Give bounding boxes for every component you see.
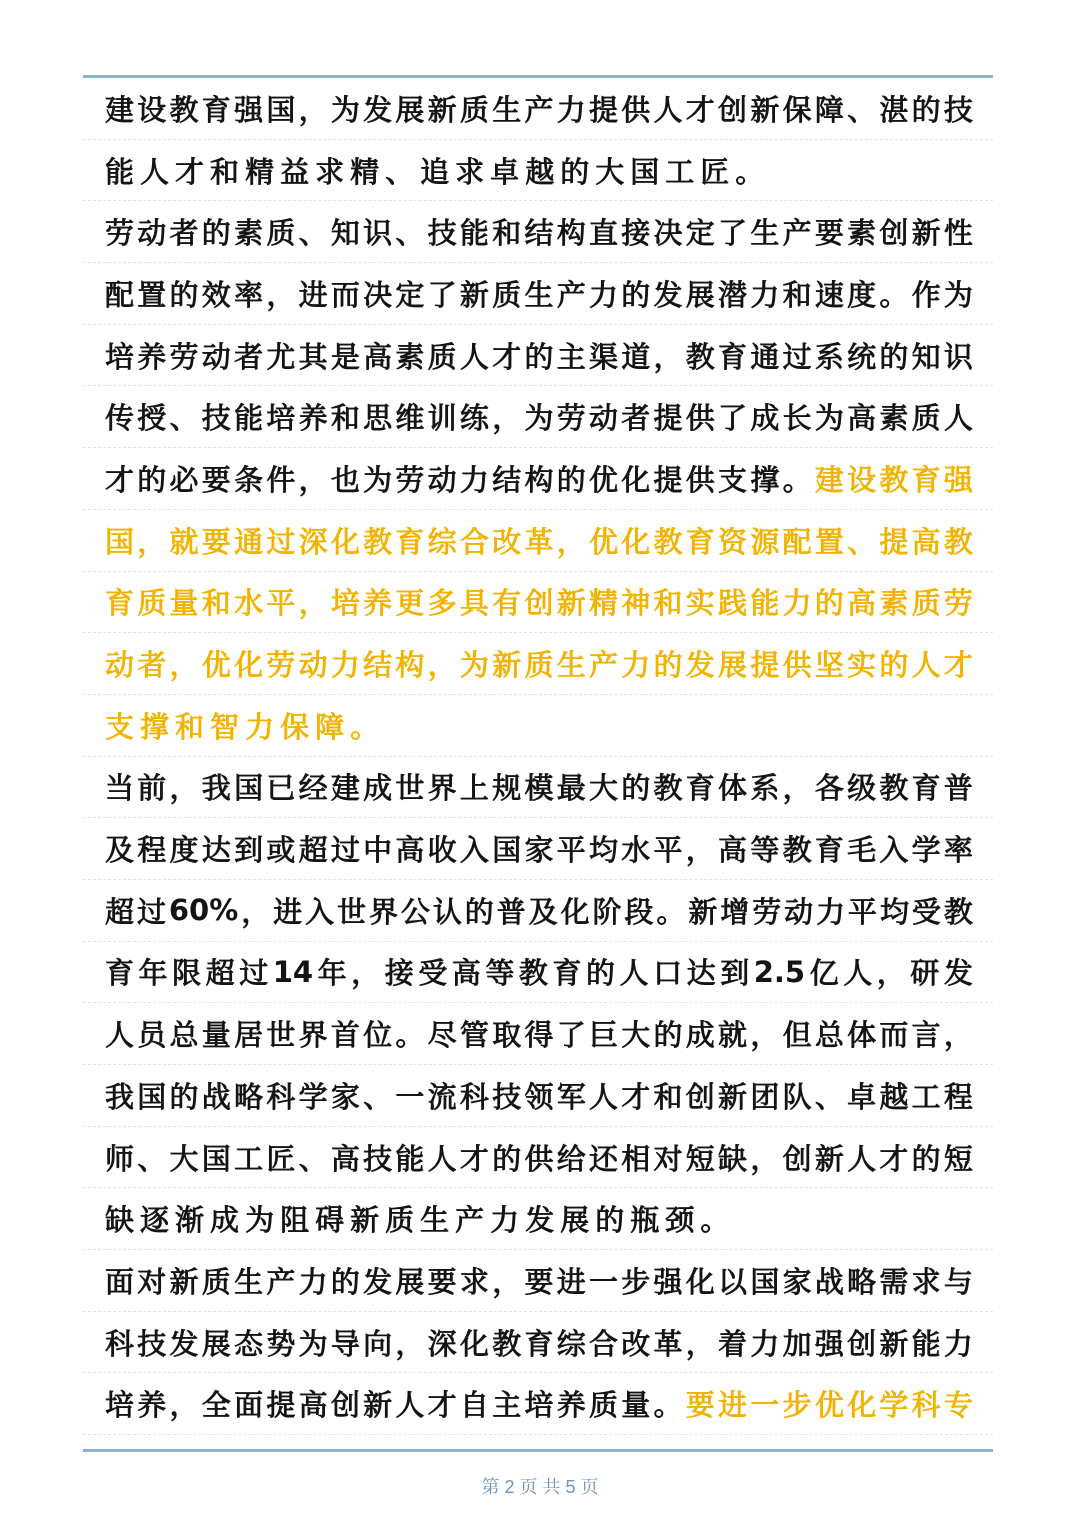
text-line: 及 程 度 达 到 或 超 过 中 高 收 入 国 家 平 均 水 平 ， 高 等 教 育 毛 入 学 率	[83, 818, 993, 880]
bottom-rule	[83, 1449, 993, 1452]
text-line: 劳 动 者 的 素 质 、 知 识 、 技 能 和 结 构 直 接 决 定 了 生 产 要 素 创 新 性	[83, 201, 993, 263]
text-line: 培 养 劳 动 者 尤 其 是 高 素 质 人 才 的 主 渠 道 ， 教 育 通 过 系 统 的 知 识	[83, 325, 993, 387]
text-line: 国 ， 就 要 通 过 深 化 教 育 综 合 改 革 ， 优 化 教 育 资 源 配 置 、 提 高 教	[83, 510, 993, 572]
text-line: 建 设 教 育 强 国 ， 为 发 展 新 质 生 产 力 提 供 人 才 创 新 保 障 、 湛 的 技	[83, 78, 993, 140]
page-footer: 第 2 页 共 5 页	[481, 1477, 599, 1497]
text-line: 超 过 60% ， 进 入 世 界 公 认 的 普 及 化 阶 段 。 新 增 劳 动 力 平 均 受 教	[83, 880, 993, 942]
document-body	[83, 78, 993, 1435]
text-line: 师 、 大 国 工 匠 、 高 技 能 人 才 的 供 给 还 相 对 短 缺 ， 创 新 人 才 的 短	[83, 1127, 993, 1189]
text-line: 育 年 限 超 过 14 年 ， 接 受 高 等 教 育 的 人 口 达 到 2.5 亿 人 ， 研 发	[83, 942, 993, 1004]
text-line: 科 技 发 展 态 势 为 导 向 ， 深 化 教 育 综 合 改 革 ， 着 力 加 强 创 新 能 力	[83, 1312, 993, 1374]
text-line: 传 授 、 技 能 培 养 和 思 维 训 练 ， 为 劳 动 者 提 供 了 成 长 为 高 素 质 人	[83, 386, 993, 448]
text-line: 培 养 ， 全 面 提 高 创 新 人 才 自 主 培 养 质 量 。 要 进 一 步 优 化 学 科 专	[83, 1373, 993, 1435]
text-line: 我 国 的 战 略 科 学 家 、 一 流 科 技 领 军 人 才 和 创 新 团 队 、 卓 越 工 程	[83, 1065, 993, 1127]
text-line: 人 员 总 量 居 世 界 首 位 。 尽 管 取 得 了 巨 大 的 成 就 ， 但 总 体 而 言 ，	[83, 1003, 993, 1065]
text-line: 缺 逐 渐 成 为 阻 碍 新 质 生 产 力 发 展 的 瓶 颈 。	[83, 1188, 993, 1250]
text-line: 动 者 ， 优 化 劳 动 力 结 构 ， 为 新 质 生 产 力 的 发 展 提 供 坚 实 的 人 才	[83, 633, 993, 695]
text-line: 面 对 新 质 生 产 力 的 发 展 要 求 ， 要 进 一 步 强 化 以 国 家 战 略 需 求 与	[83, 1250, 993, 1312]
text-line: 能 人 才 和 精 益 求 精 、 追 求 卓 越 的 大 国 工 匠 。	[83, 140, 993, 202]
text-line: 配 置 的 效 率 ， 进 而 决 定 了 新 质 生 产 力 的 发 展 潜 力 和 速 度 。 作 为	[83, 263, 993, 325]
text-line: 支 撑 和 智 力 保 障 。	[83, 695, 993, 757]
text-line: 育 质 量 和 水 平 ， 培 养 更 多 具 有 创 新 精 神 和 实 践 能 力 的 高 素 质 劳	[83, 572, 993, 634]
text-line: 才 的 必 要 条 件 ， 也 为 劳 动 力 结 构 的 优 化 提 供 支 撑 。 建 设 教 育 强	[83, 448, 993, 510]
text-line: 当 前 ， 我 国 已 经 建 成 世 界 上 规 模 最 大 的 教 育 体 系 ， 各 级 教 育 普	[83, 757, 993, 819]
